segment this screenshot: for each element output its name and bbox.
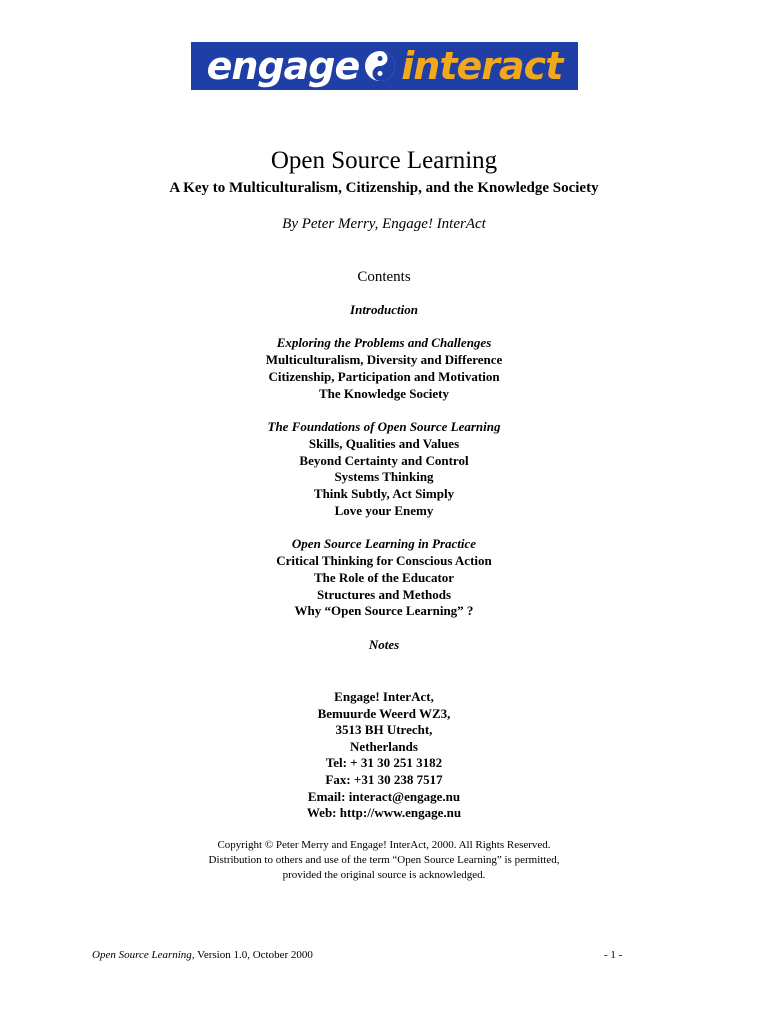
fax-line: Fax: +31 30 238 7517 [325, 771, 443, 787]
toc-item: Citizenship, Participation and Motivation [268, 368, 500, 384]
toc-section-notes: Notes [368, 636, 400, 652]
table-of-contents [0, 302, 768, 654]
copyright-line: Distribution to others and use of the term “Open Source Learning” is permitted, [208, 854, 560, 866]
toc-section-heading: Open Source Learning in Practice [291, 536, 477, 552]
toc-item: The Knowledge Society [319, 385, 449, 401]
document-title: Open Source Learning [270, 147, 498, 174]
toc-item: The Role of the Educator [313, 569, 455, 585]
swirl-icon [363, 49, 397, 83]
address-line: Netherlands [350, 738, 418, 754]
toc-item: Love your Enemy [334, 502, 434, 518]
address-line: Engage! InterAct, [334, 689, 434, 704]
contents-heading: Contents [357, 269, 411, 285]
logo-word-engage: engage [206, 44, 360, 88]
author-byline: By Peter Merry, Engage! InterAct [282, 216, 486, 232]
contact-address [0, 689, 768, 822]
toc-item: Think Subtly, Act Simply [313, 486, 455, 502]
copyright-line: Copyright © Peter Merry and Engage! InterAct, 2000. All Rights Reserved. [217, 839, 551, 851]
copyright-line: provided the original source is acknowledged. [282, 869, 486, 881]
toc-item: Why “Open Source Learning” ? [294, 603, 474, 619]
web-line: Web: http://www.engage.nu [306, 805, 462, 821]
page-number: - 1 - [604, 949, 623, 961]
engage-interact-logo [191, 42, 578, 90]
logo-word-interact: interact [401, 44, 563, 88]
toc-item: Systems Thinking [334, 469, 434, 485]
address-line: Bemuurde Weerd WZ3, [317, 705, 451, 721]
toc-section-introduction: Introduction [350, 302, 418, 317]
toc-item: Skills, Qualities and Values [308, 435, 460, 451]
toc-item: Multiculturalism, Diversity and Difference [265, 352, 503, 368]
toc-section-heading: The Foundations of Open Source Learning [267, 418, 501, 434]
page-footer [92, 948, 313, 962]
email-line: Email: interact@engage.nu [307, 788, 461, 804]
copyright-notice [0, 838, 768, 883]
toc-section-heading: Exploring the Problems and Challenges [276, 335, 492, 351]
toc-item: Critical Thinking for Conscious Action [276, 553, 492, 569]
toc-item: Structures and Methods [316, 586, 452, 602]
address-line: 3513 BH Utrecht, [335, 722, 433, 738]
phone-line: Tel: + 31 30 251 3182 [325, 755, 443, 771]
toc-item: Beyond Certainty and Control [299, 452, 469, 468]
document-subtitle: A Key to Multiculturalism, Citizenship, and the Knowledge Society [169, 180, 599, 196]
footer-version: , Version 1.0, October 2000 [191, 949, 313, 961]
footer-doc-title: Open Source Learning [92, 949, 192, 961]
